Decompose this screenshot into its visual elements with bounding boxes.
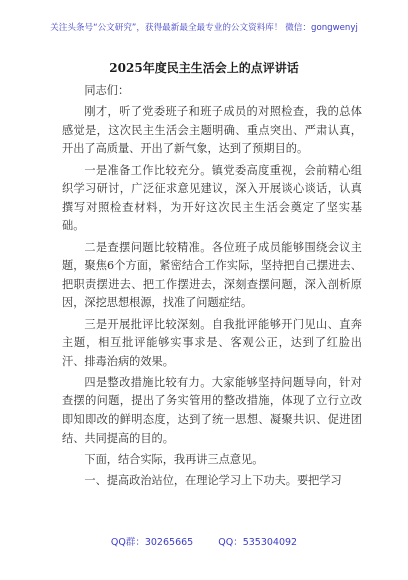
footer-qq-group: QQ群：30265665 [110,537,194,548]
salutation: 同志们： [84,84,130,97]
document-title: 2025年度民主生活会上的点评讲话 [109,61,299,75]
paragraph-section-1: 一、提高政治站位，在理论学习上下功夫。要把学习 [84,474,342,488]
footer-contact [0,534,408,548]
paragraph-opening: 刚才，听了党委班子和班子成员的对照检查，我的总体感觉是，这次民主生活会主题明确、重点突出、严肃认真，开出了高质量、开出了新气象，达到了预期目的。 [62,105,362,156]
paragraph-point-1: 一是准备工作比较充分。镇党委高度重视，会前精心组织学习研讨，广泛征求意见建议，深入开展谈心谈话，认真撰写对照检查材料，为开好这次民主生活会奠定了坚实基础。 [62,163,362,233]
footer-qq: QQ：535304092 [218,537,298,548]
paragraph-point-3: 三是开展批评比较深刻。自我批评能够开门见山、直奔主题，相互批评能够实事求是、客观公正，达到了红脸出汗、排毒治病的效果。 [62,317,362,368]
paragraph-point-2: 二是查摆问题比较精准。各位班子成员能够围绕会议主题，聚焦6个方面，紧密结合工作实际，坚持把自己摆进去、把职责摆进去、把工作摆进去，深刻查摆问题，深入剖析原因，深挖思想根源，找准了问题症结。 [62,240,362,310]
paragraph-transition: 下面，结合实际，我再讲三点意见。 [84,452,264,466]
header-banner: 关注头条号“公文研究”，获得最新最全最专业的公文资料库！ 微信：gongwenyj [50,23,358,33]
document-body [62,82,362,493]
paragraph-point-4: 四是整改措施比较有力。大家能够坚持问题导向，针对查摆的问题，提出了务实管用的整改措施，体现了立行立改即知即改的鲜明态度，达到了统一思想、凝聚共识、促进团结、共同提高的目的。 [62,375,362,445]
